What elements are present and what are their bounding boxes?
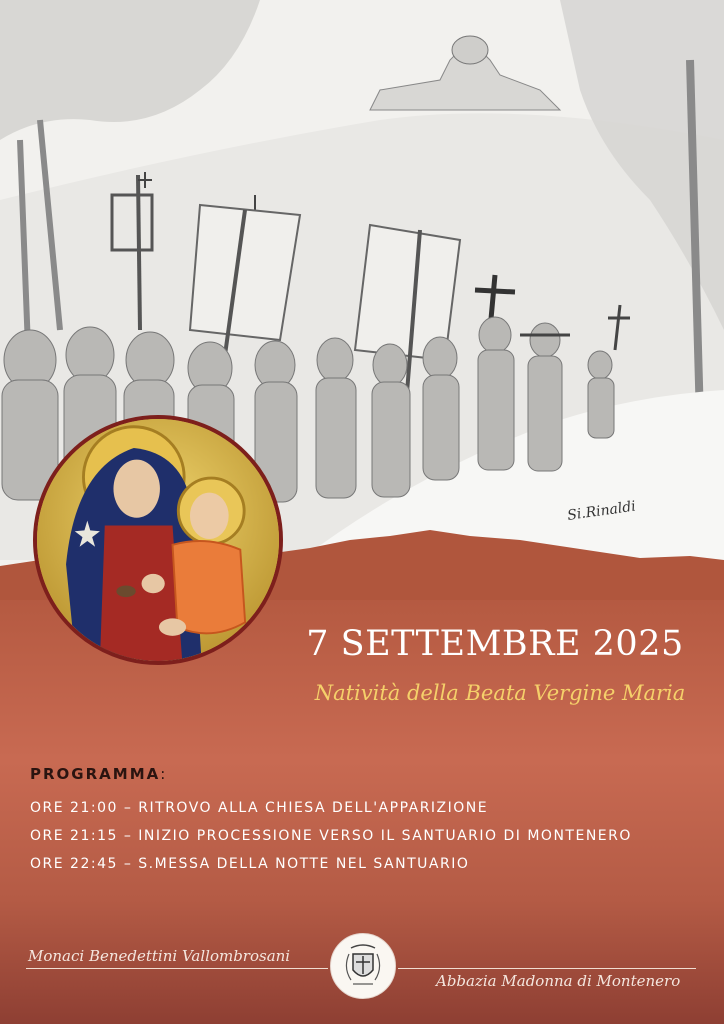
abbey-coat-of-arms-icon bbox=[330, 933, 396, 999]
artist-signature: Si.Rinaldi bbox=[566, 498, 637, 524]
madonna-icon-medallion bbox=[33, 415, 283, 665]
program-item: ORE 21:00 – RITROVO ALLA CHIESA DELL'APPARIZIONE bbox=[30, 800, 489, 816]
footer-divider-right bbox=[398, 968, 696, 969]
footer-divider-left bbox=[26, 968, 328, 969]
program-item: ORE 21:15 – INIZIO PROCESSIONE VERSO IL SANTUARIO DI MONTENERO bbox=[30, 828, 632, 844]
event-date: 7 SETTEMBRE 2025 bbox=[306, 624, 684, 664]
event-title: Natività della Beata Vergine Maria bbox=[314, 681, 686, 705]
program-heading-label: PROGRAMMA bbox=[30, 765, 161, 783]
program-heading-colon: : bbox=[160, 765, 168, 783]
program-heading bbox=[30, 765, 167, 783]
footer-monks-name: Monaci Benedettini Vallombrosani bbox=[28, 947, 291, 965]
footer-abbey-name: Abbazia Madonna di Montenero bbox=[436, 972, 681, 990]
program-list bbox=[30, 800, 632, 884]
madonna-child-icon bbox=[37, 419, 279, 661]
program-item: ORE 22:45 – S.MESSA DELLA NOTTE NEL SANTUARIO bbox=[30, 856, 470, 872]
